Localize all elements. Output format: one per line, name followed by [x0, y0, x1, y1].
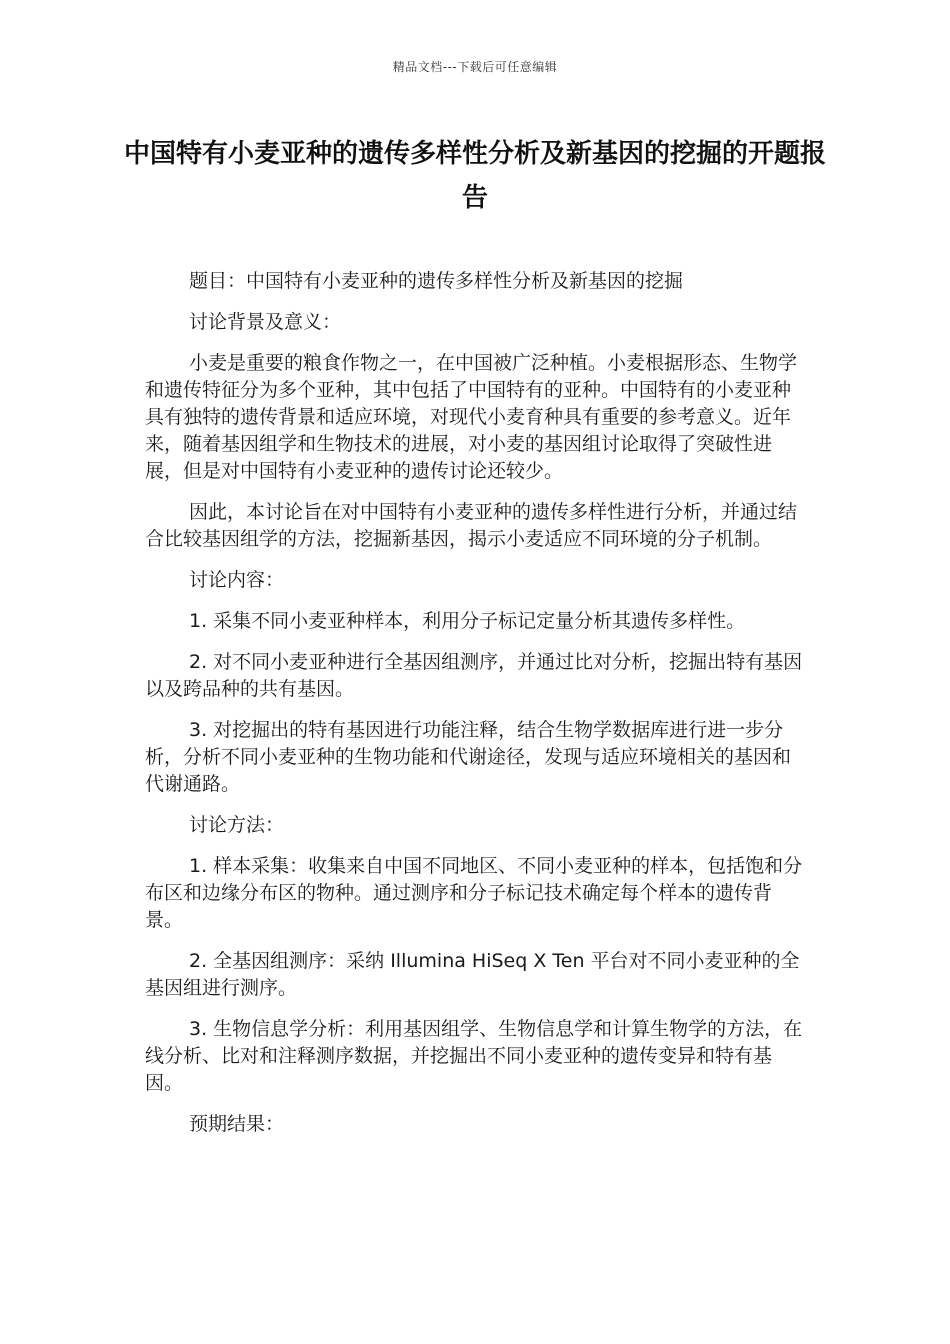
- paragraph-background: 小麦是重要的粮食作物之一，在中国被广泛种植。小麦根据形态、生物学和遗传特征分为多个亚种，其中包括了中国特有的亚种。中国特有的小麦亚种具有独特的遗传背景和适应环境，对现代小麦育种具有重要的参考意义。近年来，随着基因组学和生物技术的进展，对小麦的基因组讨论取得了突破性进展，但是对中国特有小麦亚种的遗传讨论还较少。: [145, 352, 798, 482]
- document-body: [145, 268, 805, 1152]
- method-item-2: 2. 全基因组测序：采纳 Illumina HiSeq X Ten 平台对不同小麦亚种的全基因组进行测序。: [145, 950, 800, 999]
- topic-line: 题目：中国特有小麦亚种的遗传多样性分析及新基因的挖掘: [189, 270, 684, 292]
- section-heading-methods: 讨论方法：: [189, 814, 285, 836]
- section-heading-content: 讨论内容：: [189, 569, 285, 591]
- content-item-3: 3. 对挖掘出的特有基因进行功能注释，结合生物学数据库进行进一步分析，分析不同小麦亚种的生物功能和代谢途径，发现与适应环境相关的基因和代谢通路。: [145, 719, 792, 795]
- header-note: 精品文档---下载后可任意编辑: [392, 60, 558, 74]
- paragraph-purpose: 因此，本讨论旨在对中国特有小麦亚种的遗传多样性进行分析，并通过结合比较基因组学的方法，挖掘新基因，揭示小麦适应不同环境的分子机制。: [145, 501, 798, 550]
- section-heading-background: 讨论背景及意义：: [189, 311, 342, 333]
- method-item-1: 1. 样本采集：收集来自中国不同地区、不同小麦亚种的样本，包括饱和分布区和边缘分布区的物种。通过测序和分子标记技术确定每个样本的遗传背景。: [145, 855, 803, 931]
- document-title: 中国特有小麦亚种的遗传多样性分析及新基因的挖掘的开题报告: [123, 139, 826, 213]
- method-item-3: 3. 生物信息学分析：利用基因组学、生物信息学和计算生物学的方法，在线分析、比对和注释测序数据，并挖掘出不同小麦亚种的遗传变异和特有基因。: [145, 1018, 803, 1094]
- content-item-2: 2. 对不同小麦亚种进行全基因组测序，并通过比对分析，挖掘出特有基因以及跨品种的共有基因。: [145, 651, 803, 700]
- content-item-1: 1. 采集不同小麦亚种样本，利用分子标记定量分析其遗传多样性。: [189, 610, 746, 632]
- section-heading-expected-results: 预期结果：: [189, 1113, 285, 1135]
